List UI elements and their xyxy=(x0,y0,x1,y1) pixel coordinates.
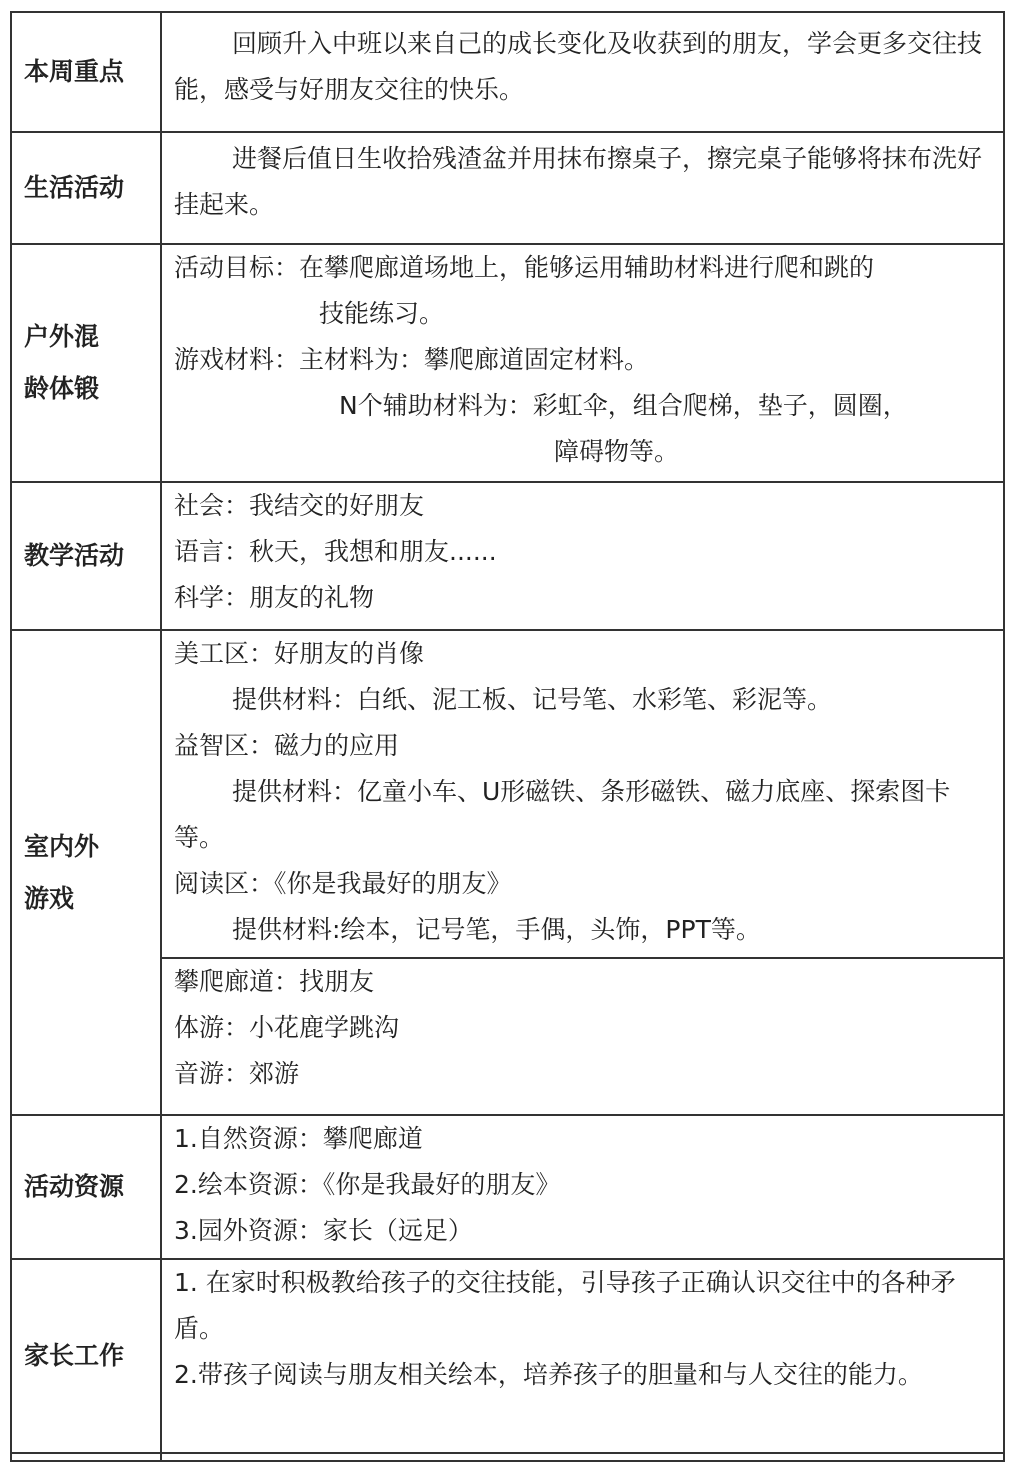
content-family-work xyxy=(161,1259,1004,1453)
content-activity-resources xyxy=(161,1115,1004,1259)
content-games-outdoor xyxy=(161,958,1004,1115)
art-area-title: 美工区：好朋友的肖像 xyxy=(174,639,425,668)
reading-area-materials: 提供材料:绘本，记号笔，手偶，头饰，PPT等。 xyxy=(232,915,761,944)
resource-natural: 1.自然资源：攀爬廊道 xyxy=(174,1124,423,1153)
content-teaching-activity xyxy=(161,482,1004,630)
row-family-work xyxy=(11,1259,1004,1453)
teaching-item-science: 科学：朋友的礼物 xyxy=(174,583,375,612)
content-life-activity xyxy=(161,132,1004,244)
cut-off-cell-left xyxy=(11,1453,161,1461)
content-outdoor-exercise xyxy=(161,244,1004,482)
outdoor-material-line2: N个辅助材料为：彩虹伞，组合爬梯，垫子，圆圈， xyxy=(339,391,908,420)
games-label-line1: 室内外 xyxy=(24,831,100,861)
label-family-work: 家长工作 xyxy=(11,1259,161,1453)
family-item-1: 1. 在家时积极教给孩子的交往技能，引导孩子正确认识交往中的各种矛盾。 xyxy=(174,1268,956,1343)
art-area-materials: 提供材料：白纸、泥工板、记号笔、水彩笔、彩泥等。 xyxy=(232,685,833,714)
teaching-item-social: 社会：我结交的好朋友 xyxy=(174,491,425,520)
resource-external: 3.园外资源：家长（远足） xyxy=(174,1216,473,1245)
row-cut-off xyxy=(11,1453,1004,1461)
label-life-activity: 生活活动 xyxy=(11,132,161,244)
outdoor-goal-line2: 技能练习。 xyxy=(319,299,445,328)
reading-area-title: 阅读区：《你是我最好的朋友》 xyxy=(174,869,512,898)
label-games xyxy=(11,630,161,1115)
teaching-item-language: 语言：秋天，我想和朋友...... xyxy=(174,537,497,566)
weekly-plan-table xyxy=(10,11,1005,1462)
puzzle-area-materials: 提供材料：亿童小车、U形磁铁、条形磁铁、磁力底座、探索图卡等。 xyxy=(174,777,951,852)
label-outdoor-exercise xyxy=(11,244,161,482)
row-games-indoor xyxy=(11,630,1004,958)
label-weekly-focus: 本周重点 xyxy=(11,12,161,132)
family-item-2: 2.带孩子阅读与朋友相关绘本，培养孩子的胆量和与人交往的能力。 xyxy=(174,1360,923,1389)
outdoor-material-line1: 游戏材料：主材料为：攀爬廊道固定材料。 xyxy=(174,345,650,374)
resource-picture-book: 2.绘本资源：《你是我最好的朋友》 xyxy=(174,1170,561,1199)
life-activity-text: 进餐后值日生收拾残渣盆并用抹布擦桌子，擦完桌子能够将抹布洗好挂起来。 xyxy=(174,144,983,219)
row-teaching-activity xyxy=(11,482,1004,630)
label-teaching-activity: 教学活动 xyxy=(11,482,161,630)
row-life-activity xyxy=(11,132,1004,244)
cut-off-cell-right xyxy=(161,1453,1004,1461)
row-activity-resources xyxy=(11,1115,1004,1259)
outdoor-label-line1: 户外混 xyxy=(24,322,100,351)
outdoor-game-sports: 体游：小花鹿学跳沟 xyxy=(174,1013,400,1042)
outdoor-material-line3: 障碍物等。 xyxy=(554,437,680,466)
row-outdoor-exercise xyxy=(11,244,1004,482)
label-activity-resources: 活动资源 xyxy=(11,1115,161,1259)
weekly-focus-text: 回顾升入中班以来自己的成长变化及收获到的朋友，学会更多交往技能，感受与好朋友交往的快乐。 xyxy=(174,29,983,104)
outdoor-goal-line1: 活动目标：在攀爬廊道场地上，能够运用辅助材料进行爬和跳的 xyxy=(174,253,875,282)
content-games-indoor xyxy=(161,630,1004,958)
outdoor-label-line2: 龄体锻 xyxy=(24,374,100,403)
row-weekly-focus xyxy=(11,12,1004,132)
puzzle-area-title: 益智区：磁力的应用 xyxy=(174,731,400,760)
outdoor-game-climbing: 攀爬廊道：找朋友 xyxy=(174,967,375,996)
content-weekly-focus xyxy=(161,12,1004,132)
outdoor-game-music: 音游：郊游 xyxy=(174,1059,300,1088)
games-label-line2: 游戏 xyxy=(24,883,75,913)
